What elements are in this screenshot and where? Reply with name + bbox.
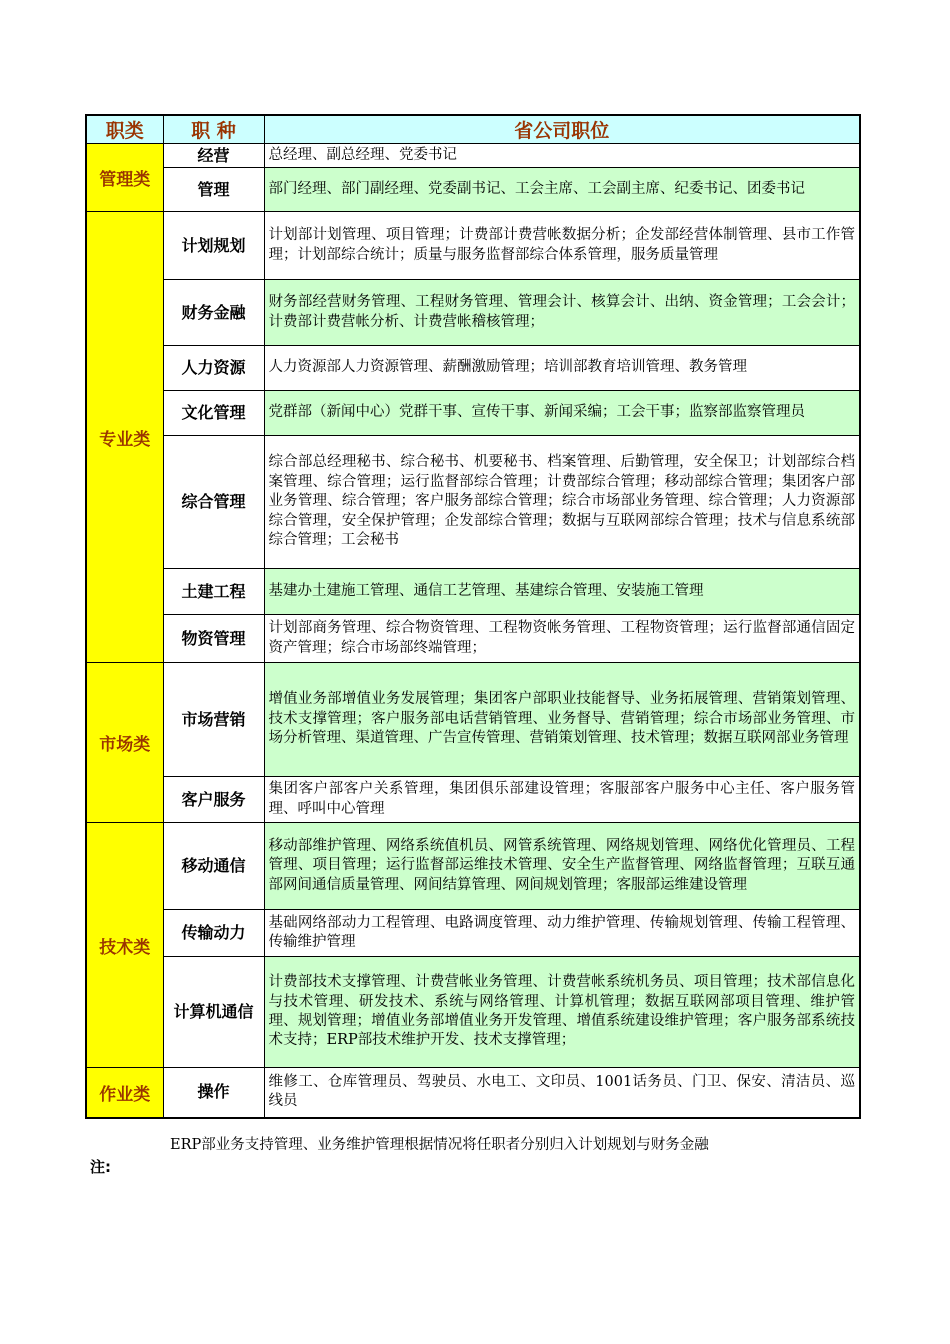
role-cell: 物资管理 bbox=[163, 615, 264, 663]
positions-cell: 财务部经营财务管理、工程财务管理、管理会计、核算会计、出纳、资金管理；工会会计；计费部计费营帐分析、计费营帐稽核管理； bbox=[264, 280, 860, 346]
positions-cell: 集团客户部客户关系管理，集团俱乐部建设管理；客服部客户服务中心主任、客户服务管理、呼叫中心管理 bbox=[264, 777, 860, 823]
positions-cell: 计费部技术支撑管理、计费营帐业务管理、计费营帐系统机务员、项目管理；技术部信息化与技术管理、研发技术、系统与网络管理、计算机管理；数据互联网部项目管理、维护管理、规划管理；增值业务部增值业务开发管理、增值系统建设维护管理；客户服务部系统技术支持；ERP部技术维护开发、技术支撑管理； bbox=[264, 957, 860, 1068]
table-row bbox=[86, 391, 860, 436]
category-professional: 专业类 bbox=[86, 212, 163, 663]
table-row bbox=[86, 777, 860, 823]
role-cell: 文化管理 bbox=[163, 391, 264, 436]
table-row bbox=[86, 910, 860, 957]
note-label: 注: bbox=[90, 1158, 111, 1176]
category-market: 市场类 bbox=[86, 663, 163, 823]
positions-cell: 基建办土建施工管理、通信工艺管理、基建综合管理、安装施工管理 bbox=[264, 569, 860, 615]
table-row bbox=[86, 615, 860, 663]
role-cell: 财务金融 bbox=[163, 280, 264, 346]
table-row bbox=[86, 1068, 860, 1118]
table-row bbox=[86, 663, 860, 777]
role-cell: 管理 bbox=[163, 168, 264, 212]
table-row bbox=[86, 144, 860, 168]
note-text: ERP部业务支持管理、业务维护管理根据情况将任职者分别归入计划规划与财务金融 bbox=[170, 1137, 709, 1153]
role-cell: 经营 bbox=[163, 144, 264, 168]
positions-cell: 综合部总经理秘书、综合秘书、机要秘书、档案管理、后勤管理，安全保卫；计划部综合档案管理、综合管理；运行监督部综合管理；计费部综合管理；移动部综合管理；集团客户部业务管理、综合管理；客户服务部综合管理；综合市场部业务管理、综合管理；人力资源部综合管理，安全保护管理；企发部综合管理；数据与互联网部综合管理；技术与信息系统部综合管理；工会秘书 bbox=[264, 436, 860, 569]
job-classification-table bbox=[85, 114, 861, 1119]
category-management: 管理类 bbox=[86, 144, 163, 212]
role-cell: 移动通信 bbox=[163, 823, 264, 910]
positions-cell: 党群部（新闻中心）党群干事、宣传干事、新闻采编；工会干事；监察部监察管理员 bbox=[264, 391, 860, 436]
role-cell: 土建工程 bbox=[163, 569, 264, 615]
category-operations: 作业类 bbox=[86, 1068, 163, 1118]
role-cell: 计算机通信 bbox=[163, 957, 264, 1068]
positions-cell: 人力资源部人力资源管理、薪酬激励管理；培训部教育培训管理、教务管理 bbox=[264, 346, 860, 391]
role-cell: 市场营销 bbox=[163, 663, 264, 777]
table-row bbox=[86, 280, 860, 346]
header-category: 职类 bbox=[86, 115, 163, 144]
table-row bbox=[86, 212, 860, 280]
header-positions: 省公司职位 bbox=[264, 115, 860, 144]
positions-cell: 计划部商务管理、综合物资管理、工程物资帐务管理、工程物资管理；运行监督部通信固定资产管理；综合市场部终端管理； bbox=[264, 615, 860, 663]
positions-cell: 总经理、副总经理、党委书记 bbox=[264, 144, 860, 168]
table-row bbox=[86, 168, 860, 212]
role-cell: 操作 bbox=[163, 1068, 264, 1118]
role-cell: 综合管理 bbox=[163, 436, 264, 569]
role-cell: 人力资源 bbox=[163, 346, 264, 391]
positions-cell: 增值业务部增值业务发展管理；集团客户部职业技能督导、业务拓展管理、营销策划管理、技术支撑管理；客户服务部电话营销管理、业务督导、营销管理；综合市场部业务管理、市场分析管理、渠道管理、广告宣传管理、营销策划管理、技术管理；数据互联网部业务管理 bbox=[264, 663, 860, 777]
positions-cell: 计划部计划管理、项目管理；计费部计费营帐数据分析；企发部经营体制管理、县市工作管理；计划部综合统计；质量与服务监督部综合体系管理，服务质量管理 bbox=[264, 212, 860, 280]
table-row bbox=[86, 823, 860, 910]
positions-cell: 维修工、仓库管理员、驾驶员、水电工、文印员、1001话务员、门卫、保安、清洁员、巡线员 bbox=[264, 1068, 860, 1118]
role-cell: 客户服务 bbox=[163, 777, 264, 823]
role-cell: 传输动力 bbox=[163, 910, 264, 957]
positions-cell: 基础网络部动力工程管理、电路调度管理、动力维护管理、传输规划管理、传输工程管理、传输维护管理 bbox=[264, 910, 860, 957]
table-row bbox=[86, 957, 860, 1068]
role-cell: 计划规划 bbox=[163, 212, 264, 280]
table-row bbox=[86, 569, 860, 615]
table-row bbox=[86, 346, 860, 391]
positions-cell: 移动部维护管理、网络系统值机员、网管系统管理、网络规划管理、网络优化管理员、工程管理、项目管理；运行监督部运维技术管理、安全生产监督管理、网络监督管理；互联互通部网间通信质量管理、网间结算管理、网间规划管理；客服部运维建设管理 bbox=[264, 823, 860, 910]
category-technical: 技术类 bbox=[86, 823, 163, 1068]
table-row bbox=[86, 436, 860, 569]
positions-cell: 部门经理、部门副经理、党委副书记、工会主席、工会副主席、纪委书记、团委书记 bbox=[264, 168, 860, 212]
header-job-type: 职 种 bbox=[163, 115, 264, 144]
table-header-row bbox=[86, 115, 860, 144]
